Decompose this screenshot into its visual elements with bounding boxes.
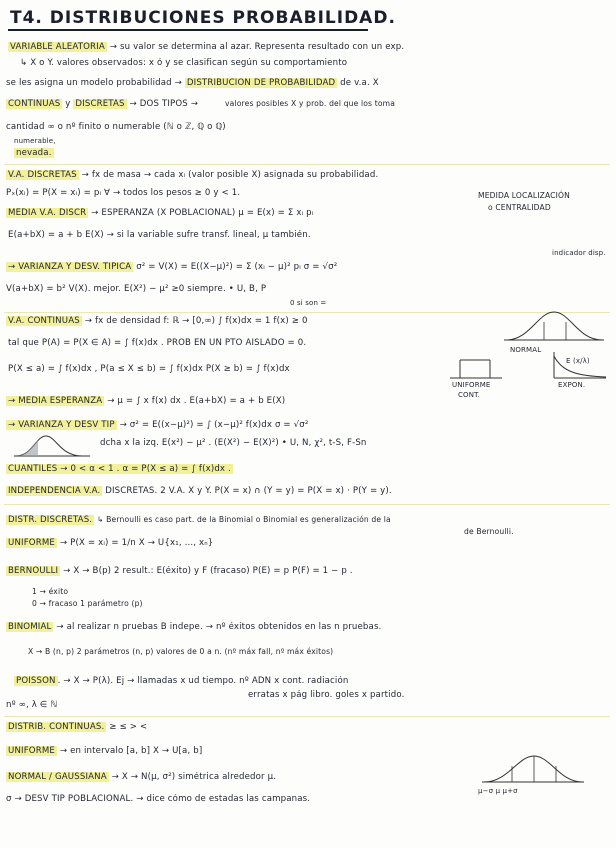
text: → X → N(μ, σ²) simétrica alrededor μ.: [111, 772, 277, 782]
gauss-bell-sketch: [478, 752, 588, 788]
heading-poisson: POISSON: [16, 676, 56, 686]
text: erratas x pág libro. goles x partido.: [248, 690, 405, 700]
heading-cuantiles: CUANTILES → 0 < α < 1 . α = P(X ≤ a) = ∫ f(x)dx .: [8, 464, 231, 474]
notes-line: [6, 284, 616, 295]
notes-line: [6, 722, 616, 733]
notes-line: [488, 202, 616, 213]
heading-binomial: BINOMIAL: [8, 622, 52, 632]
uniform-sketch: [446, 352, 506, 382]
notes-line: [552, 248, 616, 259]
text: → su valor se determina al azar. Representa resultado con un exp.: [109, 42, 405, 52]
heading-bernoulli: BERNOULLI: [8, 566, 59, 576]
notes-line: [14, 676, 616, 687]
text: Pₓ(xᵢ) = P(X = xᵢ) = pᵢ ∀ → todos los pesos ≥ 0 y < 1.: [6, 188, 241, 198]
notes-line: [6, 420, 616, 431]
text: E (x/λ): [566, 357, 590, 365]
notes-line: [8, 230, 616, 241]
text: 0 si son =: [290, 299, 327, 307]
notes-line: [14, 136, 616, 147]
text: indicador disp.: [552, 249, 606, 257]
label-uniforme: UNIFORME: [452, 381, 491, 389]
title-underline: [8, 29, 368, 31]
text: → ESPERANZA (X POBLACIONAL) μ = E(x) = Σ xᵢ pᵢ: [91, 208, 314, 218]
text: 0 → fracaso 1 parámetro (p): [32, 599, 143, 608]
text: σ → DESV TÍP POBLACIONAL. → dice cómo de estadas las campanas.: [6, 794, 311, 804]
notes-line: [6, 486, 616, 497]
text: o CENTRALIDAD: [488, 203, 551, 212]
notes-line: [6, 122, 616, 133]
notes-line: [8, 42, 616, 53]
text: → fx de densidad f: ℝ → [0,∞) ∫ f(x)dx = 1 f(x) ≥ 0: [84, 316, 308, 326]
text: ↳ X o Y. valores observados: x ó y se clasifican según su comportamiento: [20, 58, 348, 68]
text: valores posibles X y prob. del que los toma: [225, 99, 395, 108]
text: CONT.: [458, 391, 481, 399]
text: y: [62, 99, 74, 109]
heading-normal-gaussiana: NORMAL / GAUSSIANA: [8, 772, 107, 782]
notes-line: [6, 538, 616, 549]
text: X → B (n, p) 2 parámetros (n, p) valores de 0 a n. (nº máx fall, nº máx éxitos): [28, 647, 334, 656]
text: → P(X = xᵢ) = 1/n X → U{x₁, ..., xₙ}: [59, 538, 214, 548]
text: . → X → P(λ). Ej → llamadas x ud tiempo. nº ADN x cont. radiación: [57, 676, 349, 686]
text: → al realizar n pruebas B indepe. → nº éxitos obtenidos en las n pruebas.: [56, 622, 382, 632]
label-discretas: DISCRETAS: [75, 99, 125, 109]
heading-va-discretas: V.A. DISCRETAS: [8, 170, 77, 180]
text: nº ∞, λ ∈ ℕ: [6, 700, 58, 710]
text: → X → B(p) 2 result.: E(éxito) y F (fracaso) P(E) = p P(F) = 1 − p .: [63, 566, 353, 576]
heading-distr-discretas: DISTR. DISCRETAS.: [8, 515, 93, 525]
heading-distrib-continuas: DISTRIB. CONTINUAS.: [8, 722, 105, 732]
notes-line: [32, 586, 616, 597]
divider: [4, 716, 610, 717]
divider: [4, 504, 610, 505]
text: V(a+bX) = b² V(X). mejor. E(X²) − μ² ≥0 siempre. • U, B, P: [6, 284, 267, 294]
text: → μ = ∫ x f(x) dx . E(a+bX) = a + b E(X): [107, 396, 286, 406]
text: dcha x la izq. E(x²) − μ² . (E(X²) − E(X)²) • U, N, χ², t-S, F-Sn: [100, 438, 367, 448]
notes-line: [6, 98, 616, 110]
notes-line: [6, 396, 616, 407]
text: → σ² = E((x−μ)²) = ∫ (x−μ)² f(x)dx σ = √σ²: [119, 420, 309, 430]
divider: [4, 164, 610, 165]
text: se les asigna un modelo probabilidad →: [6, 78, 185, 88]
text: cantidad ∞ o nº finito o numerable (ℕ o ℤ, ℚ o ℚ): [6, 122, 226, 132]
text: 1 → éxito: [32, 587, 69, 596]
notes-line: [6, 566, 616, 577]
notes-line: [32, 598, 616, 609]
notes-line: [28, 646, 616, 657]
exponential-sketch: [550, 350, 610, 382]
page-title: T4. DISTRIBUCIONES PROBABILIDAD.: [10, 8, 396, 28]
notes-line: [20, 58, 616, 69]
label-exponencial: EXPON.: [558, 381, 586, 389]
notes-line: [6, 514, 616, 526]
notes-line: [100, 438, 616, 449]
text: σ² = V(X) = E((X−μ)²) = Σ (xᵢ − μ)² pᵢ σ = √σ²: [136, 262, 338, 272]
notes-line: [6, 622, 616, 633]
heading-independencia: INDEPENDENCIA V.A.: [8, 486, 101, 496]
heading-va-continuas: V.A. CONTINUAS: [8, 316, 80, 326]
heading-varianza-discreta: → VARIANZA Y DESV. TÍPICA: [8, 262, 132, 272]
text: ↳ Bernoulli es caso part. de la Binomial o Binomial es generalización de la: [97, 515, 391, 524]
heading-distribucion: DISTRIBUCIÓN DE PROBABILIDAD: [186, 78, 336, 88]
heading-varianza-continua: → VARIANZA Y DESV TÍP: [8, 420, 115, 430]
notes-line: [6, 700, 616, 711]
label-continuas: CONTINUAS: [8, 99, 61, 109]
text: → en intervalo [a, b] X → U[a, b]: [59, 746, 203, 756]
notes-line: [6, 78, 616, 89]
notes-line: [290, 298, 410, 309]
text: nevada.: [16, 148, 52, 158]
text: → fx de masa → cada xᵢ (valor posible X) asignada su probabilidad.: [81, 170, 379, 180]
label-normal: NORMAL: [510, 346, 542, 354]
cdf-sketch: [12, 426, 92, 462]
text: → DOS TIPOS →: [126, 99, 199, 109]
text: de v.a. X: [337, 78, 379, 88]
notes-line: [8, 364, 616, 375]
notes-line: [464, 526, 614, 537]
text: μ−σ μ μ+σ: [478, 787, 518, 795]
heading-media-continua: → MEDIA ESPERANZA: [8, 396, 103, 406]
notes-line: [6, 464, 616, 475]
text: MEDIDA LOCALIZACIÓN: [478, 191, 570, 200]
normal-curve-sketch: [500, 306, 610, 348]
heading-variable-aleatoria: VARIABLE ALEATORIA: [10, 42, 105, 52]
heading-media-discreta: MEDIA V.A. DISCR: [8, 208, 87, 218]
text: DISCRETAS. 2 V.A. X y Y. P(X = x) ∩ (Y = y) = P(X = x) · P(Y = y).: [102, 486, 392, 496]
notes-line: [6, 170, 616, 181]
text: E(a+bX) = a + b E(X) → si la variable sufre transf. lineal, μ también.: [8, 230, 311, 240]
text: ≥ ≤ > <: [106, 722, 148, 732]
heading-uniforme-continua: UNIFORME: [8, 746, 55, 756]
text: de Bernoulli.: [464, 527, 514, 536]
notes-line: [6, 262, 616, 273]
text: tal que P(A) = P(X ∈ A) = ∫ f(x)dx . PROB EN UN PTO AISLADO = 0.: [8, 338, 307, 348]
notes-line: [14, 148, 616, 159]
text: P(X ≤ a) = ∫ f(x)dx , P(a ≤ X ≤ b) = ∫ f(x)dx P(X ≥ b) = ∫ f(x)dx: [8, 364, 290, 374]
notes-line: [478, 190, 616, 201]
text: numerable,: [14, 137, 56, 145]
heading-uniforme-discreta: UNIFORME: [8, 538, 55, 548]
